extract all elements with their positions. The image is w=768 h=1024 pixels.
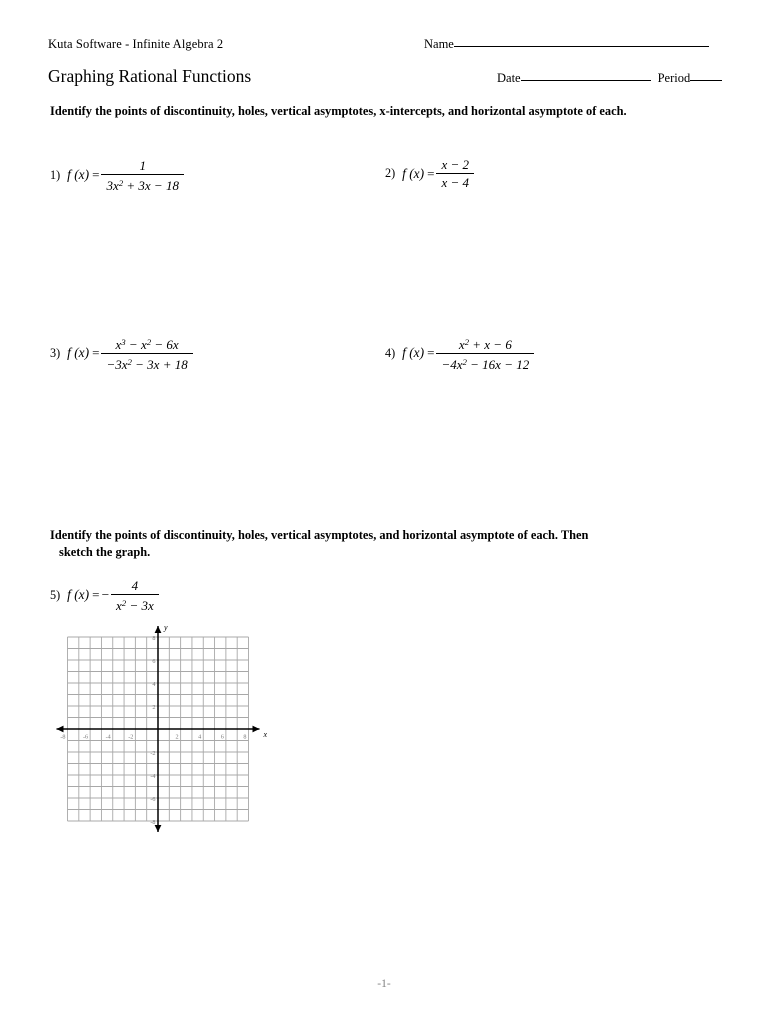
axis-lines — [57, 626, 260, 832]
name-label: Name — [424, 37, 454, 51]
date-period-field-row — [497, 71, 722, 86]
problem-2 — [385, 157, 474, 190]
y-tick-label: -8 — [150, 819, 156, 827]
page-number: -1- — [377, 978, 391, 990]
x-tick-label: 2 — [175, 733, 179, 741]
instructions-part-2-line-1: Identify the points of discontinuity, holes, vertical asymptotes, and horizontal asymptote of each. Then — [50, 528, 589, 542]
name-field-row — [424, 37, 709, 52]
y-tick-label: 6 — [152, 658, 156, 666]
fraction-denominator: $-4x^2 - 16x - 12$ — [436, 353, 534, 372]
fraction-numerator: $x^3 - x^2 - 6x$ — [115, 336, 179, 352]
date-input-line[interactable] — [521, 80, 651, 81]
fraction-denominator: x − 4 — [436, 173, 474, 190]
y-tick-label: 4 — [152, 681, 156, 689]
problem-3 — [50, 335, 193, 372]
fraction-denominator: $3x^2 + 3x - 18$ — [101, 174, 184, 193]
period-label: Period — [657, 71, 691, 85]
problem-number: 1) — [50, 167, 61, 182]
fraction — [436, 157, 474, 190]
fraction-numerator: x − 2 — [441, 157, 469, 172]
period-input-line[interactable] — [690, 80, 722, 81]
fraction-denominator: $x^2 - 3x$ — [111, 594, 159, 613]
function-label: f (x) — [402, 345, 425, 361]
problem-1 — [50, 158, 184, 193]
fraction — [101, 158, 184, 193]
fraction-numerator: 1 — [139, 158, 146, 173]
x-tick-label: -4 — [105, 733, 111, 741]
x-tick-label: 6 — [220, 733, 224, 741]
problem-number: 5) — [50, 587, 61, 602]
problem-number: 4) — [385, 345, 396, 360]
page-footer — [0, 978, 768, 990]
coordinate-plane-svg[interactable] — [52, 620, 267, 842]
x-tick-label: -8 — [60, 733, 66, 741]
problem-number: 3) — [50, 345, 61, 360]
x-axis-label: x — [263, 730, 267, 739]
y-tick-label: 8 — [152, 635, 156, 643]
instructions-part-1: Identify the points of discontinuity, holes, vertical asymptotes, x-intercepts, and horizontal asymptote of each. — [50, 104, 627, 118]
coordinate-grid-graph[interactable] — [52, 620, 267, 842]
y-tick-label: -4 — [150, 773, 156, 781]
function-label: f (x) — [67, 167, 90, 183]
instructions-part-2-line-2: sketch the graph. — [59, 544, 151, 559]
equals-sign: = — [92, 345, 100, 361]
fraction — [101, 335, 192, 372]
equals-sign: = — [92, 587, 100, 603]
equals-sign: = — [427, 165, 435, 181]
fraction-denominator: $-3x^2 - 3x + 18$ — [101, 353, 192, 372]
equals-sign: = — [92, 167, 100, 183]
page-title: Graphing Rational Functions — [48, 66, 252, 86]
y-tick-label: 2 — [152, 704, 156, 712]
problem-number: 2) — [385, 166, 396, 180]
x-tick-label: 8 — [243, 733, 247, 741]
fraction — [436, 335, 534, 372]
function-label: f (x) — [67, 345, 90, 361]
axis-tick-labels — [60, 635, 246, 826]
y-axis-label: y — [164, 623, 168, 632]
y-tick-label: -2 — [150, 750, 156, 758]
y-tick-label: -6 — [150, 796, 156, 804]
problem-5 — [50, 578, 159, 613]
x-tick-label: -2 — [128, 733, 134, 741]
function-label: f (x) — [402, 165, 425, 181]
equals-sign: = — [427, 345, 435, 361]
x-tick-label: -6 — [82, 733, 89, 741]
function-label: f (x) — [67, 587, 90, 603]
fraction-numerator: $x^2 + x - 6$ — [458, 336, 512, 352]
software-brand-label: Kuta Software - Infinite Algebra 2 — [48, 37, 224, 51]
date-label: Date — [497, 71, 521, 85]
leading-negative-sign: − — [101, 587, 109, 603]
instructions-part-2 — [50, 527, 726, 560]
fraction-numerator: 4 — [131, 578, 139, 593]
name-input-line[interactable] — [454, 46, 709, 47]
x-tick-label: 4 — [198, 733, 202, 741]
problem-4 — [385, 335, 534, 372]
fraction — [111, 578, 159, 613]
